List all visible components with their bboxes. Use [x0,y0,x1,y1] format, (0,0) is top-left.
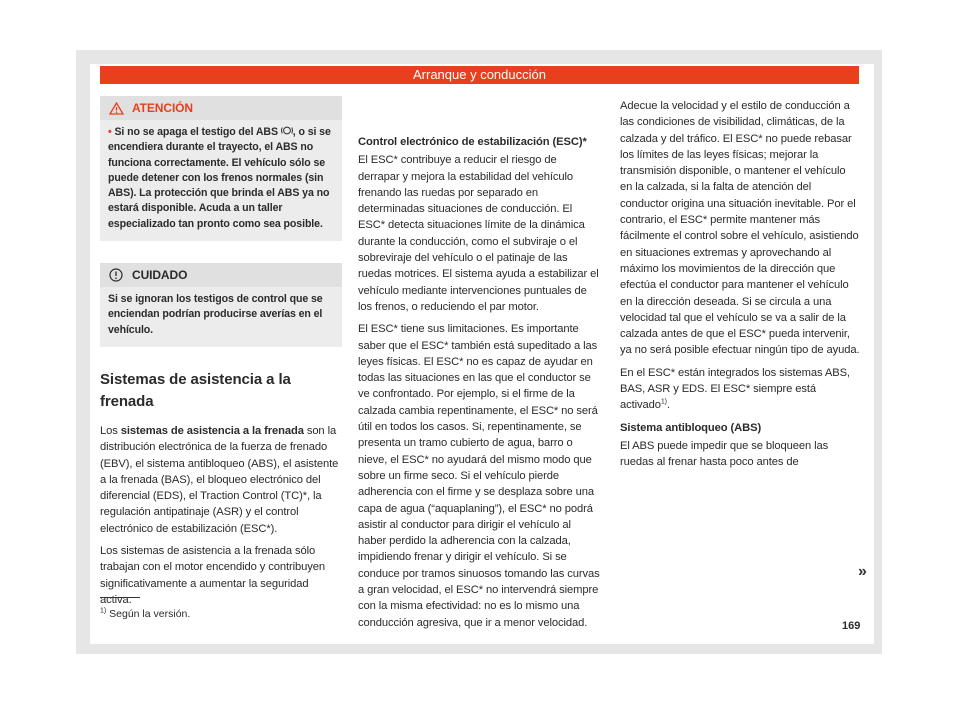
caution-box [100,263,342,347]
abs-paragraph-1: El ABS puede impedir que se bloqueen las ruedas al frenar hasta poco antes de [620,439,829,469]
esc-paragraph-1: El ESC* contribuye a reducir el riesgo de derrapar y mejora la estabilidad del vehículo frenando las ruedas por separado en determinadas situaciones de conducción. El ESC* detecta situaciones límite de la dinámica durante la conducción, como el subviraje o el sobreviraje del vehículo o el patinaje de las ruedas motrices. El sistema ayuda a estabilizar el vehículo mediante intervenciones puntuales de los frenos, o reduciendo el par motor. [358,154,599,313]
esc-heading: Control electrónico de estabilización (ESC)* [358,136,587,148]
abs-heading: Sistema antibloqueo (ABS) [620,421,762,434]
column-3 [620,98,860,477]
attention-header [100,96,342,120]
bullet: • [108,126,112,138]
continue-mark: » [858,563,867,580]
attention-text: • Si no se apaga el testigo del ABS , o si se encendiera durante el trayecto, el ABS no funciona correctamente. El vehículo sólo se puede detener con los frenos normales (sin ABS). La protección que brinda el ABS ya no estará disponible. Acuda a un taller especializado tan pronto como sea posible. [108,126,331,230]
column-1 [100,96,342,614]
chapter-header: Arranque y conducción [100,66,859,84]
section-paragraph-1: Los sistemas de asistencia a la frenada son la distribución electrónica de la fuerza de frenado (EBV), el sistema antibloqueo (ABS), el asistente a la frenada (BAS), el bloqueo electrónico del diferencial (EDS), el Traction Control (TC)*, la regulación antipatinaje (ASR) y el control electrónico de estabilización (ESC*). [100,424,339,535]
info-circle-icon [108,268,124,282]
footnote-rule [100,597,140,598]
caution-text: Si se ignoran los testigos de control que se enciendan podrían producirse averías en el vehículo. [108,293,323,336]
attention-box [100,96,342,241]
esc-paragraph-4: En el ESC* están integrados los sistemas ABS, BAS, ASR y EDS. El ESC* siempre está activado$^{1)}$. [620,366,850,412]
attention-title: ATENCIÓN [132,100,193,115]
column-2 [358,98,600,637]
page-number: 169 [842,620,861,632]
caution-title: CUIDADO [132,267,188,282]
esc-paragraph-2: El ESC* tiene sus limitaciones. Es importante saber que el ESC* también está supeditado a las leyes físicas. El ESC* no es capaz de ayudar en todas las situaciones en las que el conductor se ve confrontado. Por ejemplo, si el firme de la calzada cambia repentinamente, el ESC* no será útil en todos los casos. Si, repentinamente, se presenta un tramo cubierto de agua, barro o nieve, el ESC* no ayudará del mismo modo que sobre un firme seco. Si el vehículo pierde adherencia con el firme y se desplaza sobre una capa de agua (“aquaplaning”), el ESC* no podrá asistir al conductor para dirigir el vehículo al haber perdido la adherencia con la calzada, impidiendo frenar y dirigir el vehículo. Si se conduce por tramos sinuosos tomando las curvas a gran velocidad, el ESC* no intervendrá siempre con la misma efectividad: no es lo mismo una conducción agresiva, que ir a menor velocidad. [358,323,600,629]
section-paragraph-2: Los sistemas de asistencia a la frenada sólo trabajan con el motor encendido y contribuyen significativamente a aumentar la seguridad activa. [100,545,325,606]
caution-header [100,263,342,287]
footnote: $^{1)}$ Según la versión. [100,607,191,620]
section-title: Sistemas de asistencia a la frenada [100,370,291,410]
esc-paragraph-3: Adecue la velocidad y el estilo de conducción a las condiciones de visibilidad, climáticas, de la calzada y del tráfico. El ESC* no puede rebasar los límites de las leyes físicas; mejorar la transmisión disponible, o mantener el vehículo en la calzada, si la falta de atención del conductor origina una situación inevitable. Por el contrario, el ESC* permite mantener más fácilmente el control sobre el vehículo, asistiendo en situaciones extremas y aprovechando al máximo los movimientos de la dirección que efectúa el conductor para mantener el vehículo en la dirección deseada. Si se circula a una velocidad tal que el vehículo se va a salir de la calzada antes de que el ESC* pueda intervenir, ya no será posible efectuar ningún tipo de ayuda. [620,100,860,357]
warning-triangle-icon [108,101,124,115]
abs-warning-lamp-icon [281,126,293,138]
